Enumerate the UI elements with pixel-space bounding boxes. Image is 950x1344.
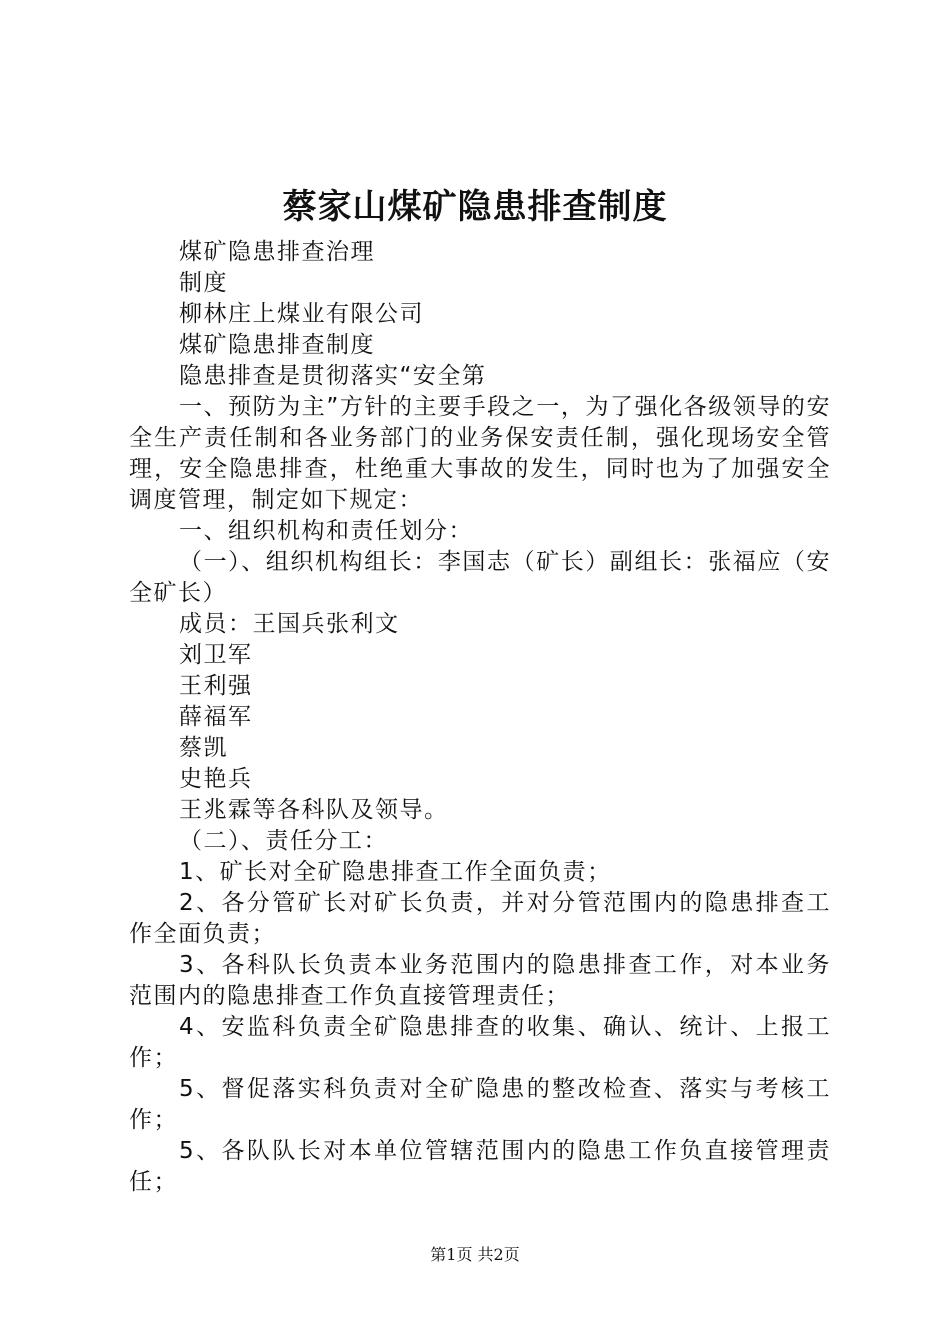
paragraph: 4、安监科负责全矿隐患排查的收集、确认、统计、上报工作； [129, 1014, 831, 1071]
paragraph: 史艳兵 [179, 766, 253, 792]
paragraph: 柳林庄上煤业有限公司 [179, 301, 424, 327]
paragraph: 一、组织机构和责任划分： [179, 518, 473, 544]
paragraph: 王利强 [179, 673, 253, 699]
paragraph: 薛福军 [179, 704, 253, 730]
document-body [129, 237, 831, 1198]
paragraph: 5、各队队长对本单位管辖范围内的隐患工作负直接管理责任； [129, 1138, 831, 1195]
paragraph: 王兆霖等各科队及领导。 [179, 797, 449, 823]
page-number-footer: 第1页 共2页 [430, 1245, 520, 1264]
paragraph: 隐患排查是贯彻落实“安全第 [179, 363, 487, 389]
paragraph: 2、各分管矿长对矿长负责，并对分管范围内的隐患排查工作全面负责； [129, 890, 831, 947]
paragraph: 制度 [179, 270, 228, 296]
paragraph: 成员：王国兵张利文 [179, 611, 400, 637]
paragraph: 5、督促落实科负责对全矿隐患的整改检查、落实与考核工作； [129, 1076, 831, 1133]
paragraph: （一）、组织机构组长：李国志（矿长）副组长：张福应（安全矿长） [129, 549, 831, 606]
paragraph: 蔡凯 [179, 735, 228, 761]
paragraph: 刘卫军 [179, 642, 253, 668]
paragraph: 煤矿隐患排查制度 [179, 332, 375, 358]
paragraph: 煤矿隐患排查治理 [179, 239, 375, 265]
paragraph: （二）、责任分工： [179, 828, 388, 854]
paragraph: 3、各科队长负责本业务范围内的隐患排查工作，对本业务范围内的隐患排查工作负直接管理责任； [129, 952, 831, 1009]
paragraph: 1、矿长对全矿隐患排查工作全面负责； [179, 859, 612, 885]
document-title: 蔡家山煤矿隐患排查制度 [282, 187, 668, 227]
paragraph: 一、预防为主”方针的主要手段之一，为了强化各级领导的安全生产责任制和各业务部门的业务保安责任制，强化现场安全管理，安全隐患排查，杜绝重大事故的发生，同时也为了加强安全调度管理，制定如下规定： [129, 394, 831, 513]
